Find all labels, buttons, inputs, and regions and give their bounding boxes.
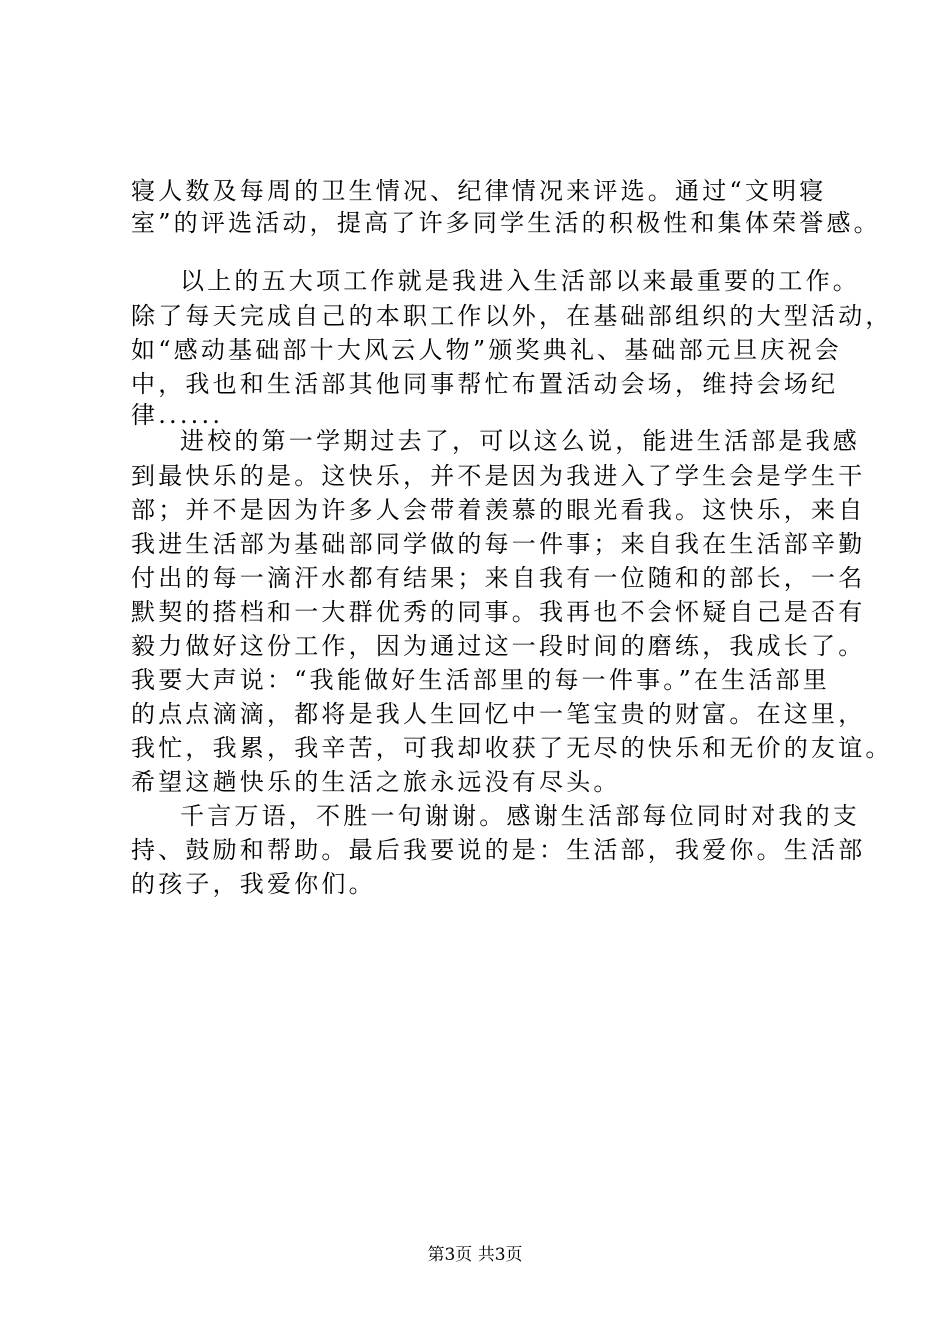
text-line: 付出的每一滴汗水都有结果；来自我有一位随和的部长，一名 [131,564,866,592]
text-line: 室”的评选活动，提高了许多同学生活的积极性和集体荣誉感。 [131,209,881,237]
text-line: 到最快乐的是。这快乐，并不是因为我进入了学生会是学生干 [131,462,866,490]
text-line: 律...... [131,401,224,429]
text-line: 持、鼓励和帮助。最后我要说的是：生活部，我爱你。生活部 [131,836,866,864]
text-line: 我忙，我累，我辛苦，可我却收获了无尽的快乐和无价的友谊。 [131,734,893,762]
text-line: 如“感动基础部十大风云人物”颁奖典礼、基础部元旦庆祝会 [131,336,842,364]
text-line: 毅力做好这份工作，因为通过这一段时间的磨练，我成长了。 [131,632,866,660]
text-line: 我进生活部为基础部同学做的每一件事；来自我在生活部辛勤 [131,530,866,558]
page-footer: 第3页 共3页 [427,1245,523,1265]
text-line: 我要大声说：“我能做好生活部里的每一件事。”在生活部里 [131,666,830,694]
text-line: 的点点滴滴，都将是我人生回忆中一笔宝贵的财富。在这里， [131,700,866,728]
text-line: 中，我也和生活部其他同事帮忙布置活动会场，维持会场纪 [131,370,839,398]
paragraph-start-line: 进校的第一学期过去了，可以这么说，能进生活部是我感 [180,427,860,455]
text-line: 部；并不是因为许多人会带着羡慕的眼光看我。这快乐，来自 [131,496,866,524]
text-line: 除了每天完成自己的本职工作以外，在基础部组织的大型活动， [131,302,893,330]
paragraph-start-line: 以上的五大项工作就是我进入生活部以来最重要的工作。 [180,267,860,295]
text-line: 默契的搭档和一大群优秀的同事。我再也不会怀疑自己是否有 [131,598,866,626]
text-line: 的孩子，我爱你们。 [131,870,376,898]
text-line: 希望这趟快乐的生活之旅永远没有尽头。 [131,768,621,796]
text-line: 寝人数及每周的卫生情况、纪律情况来评选。通过“文明寝 [131,177,827,205]
paragraph-start-line: 千言万语，不胜一句谢谢。感谢生活部每位同时对我的支 [180,802,860,830]
